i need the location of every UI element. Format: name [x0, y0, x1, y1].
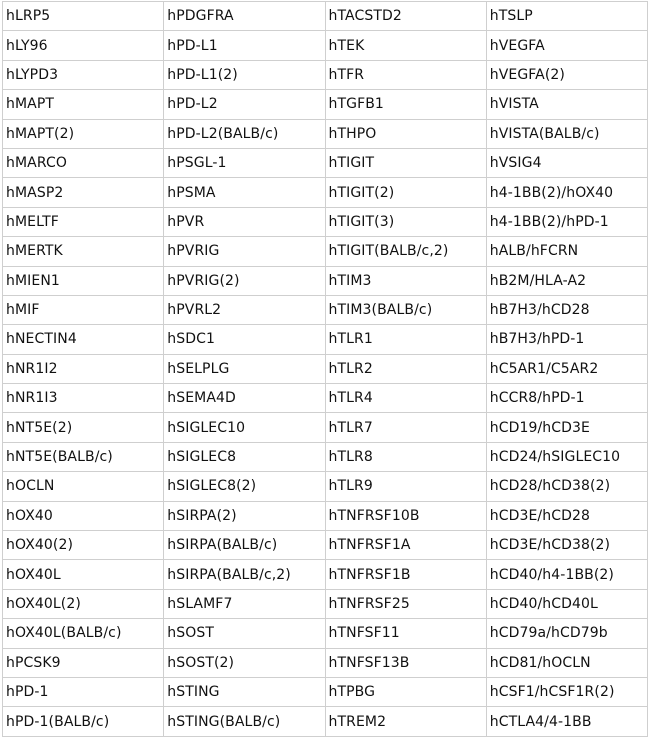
table-cell: hMARCO	[3, 148, 164, 177]
table-cell: hOX40(2)	[3, 531, 164, 560]
table-cell: hTGFB1	[325, 90, 486, 119]
table-cell: h4-1BB(2)/hOX40	[486, 178, 647, 207]
table-row	[3, 2, 648, 31]
table-row	[3, 90, 648, 119]
table-cell: hSLAMF7	[164, 589, 325, 618]
table-cell: hTNFRSF1A	[325, 531, 486, 560]
table-cell: hVEGFA(2)	[486, 60, 647, 89]
table-cell: hOX40L	[3, 560, 164, 589]
table-cell: hMAPT(2)	[3, 119, 164, 148]
table-cell: hTNFSF11	[325, 619, 486, 648]
table-cell: hTSLP	[486, 2, 647, 31]
table-cell: hPD-1	[3, 677, 164, 706]
table-cell: h4-1BB(2)/hPD-1	[486, 207, 647, 236]
table-body	[3, 2, 648, 737]
table-cell: hVISTA(BALB/c)	[486, 119, 647, 148]
table-cell: hCSF1/hCSF1R(2)	[486, 677, 647, 706]
table-row	[3, 60, 648, 89]
table-cell: hSDC1	[164, 325, 325, 354]
table-cell: hTIGIT(2)	[325, 178, 486, 207]
table-cell: hPD-L2(BALB/c)	[164, 119, 325, 148]
table-cell: hPCSK9	[3, 648, 164, 677]
table-row	[3, 354, 648, 383]
table-cell: hMIF	[3, 295, 164, 324]
table-cell: hPDGFRA	[164, 2, 325, 31]
table-cell: hTIM3(BALB/c)	[325, 295, 486, 324]
table-cell: hTNFRSF1B	[325, 560, 486, 589]
table-cell: hCD24/hSIGLEC10	[486, 442, 647, 471]
table-row	[3, 237, 648, 266]
table-cell: hMERTK	[3, 237, 164, 266]
table-cell: hLYPD3	[3, 60, 164, 89]
table-cell: hOX40	[3, 501, 164, 530]
table-cell: hVISTA	[486, 90, 647, 119]
table-row	[3, 531, 648, 560]
table-cell: hPD-L1	[164, 31, 325, 60]
table-cell: hTNFRSF10B	[325, 501, 486, 530]
table-cell: hCD40/hCD40L	[486, 589, 647, 618]
table-cell: hTPBG	[325, 677, 486, 706]
table-cell: hMELTF	[3, 207, 164, 236]
table-cell: hTIM3	[325, 266, 486, 295]
table-cell: hVSIG4	[486, 148, 647, 177]
table-row	[3, 295, 648, 324]
table-row	[3, 677, 648, 706]
table-cell: hCD79a/hCD79b	[486, 619, 647, 648]
table-cell: hCD3E/hCD38(2)	[486, 531, 647, 560]
table-cell: hB7H3/hCD28	[486, 295, 647, 324]
table-row	[3, 619, 648, 648]
table-cell: hSOST	[164, 619, 325, 648]
table-row	[3, 589, 648, 618]
table-cell: hTIGIT	[325, 148, 486, 177]
table-cell: hC5AR1/C5AR2	[486, 354, 647, 383]
table-cell: hCD19/hCD3E	[486, 413, 647, 442]
table-cell: hTFR	[325, 60, 486, 89]
table-row	[3, 442, 648, 471]
table-row	[3, 707, 648, 736]
table-row	[3, 178, 648, 207]
table-cell: hSELPLG	[164, 354, 325, 383]
table-cell: hOCLN	[3, 472, 164, 501]
table-cell: hMIEN1	[3, 266, 164, 295]
table-cell: hVEGFA	[486, 31, 647, 60]
table-cell: hSIRPA(BALB/c)	[164, 531, 325, 560]
table-cell: hTHPO	[325, 119, 486, 148]
table-cell: hPVRIG(2)	[164, 266, 325, 295]
table-cell: hPVRL2	[164, 295, 325, 324]
table-cell: hPD-L2	[164, 90, 325, 119]
table-cell: hNT5E(2)	[3, 413, 164, 442]
table-cell: hNECTIN4	[3, 325, 164, 354]
table-cell: hPD-L1(2)	[164, 60, 325, 89]
table-cell: hLRP5	[3, 2, 164, 31]
table-row	[3, 207, 648, 236]
table-row	[3, 266, 648, 295]
table-cell: hSEMA4D	[164, 384, 325, 413]
table-cell: hPVR	[164, 207, 325, 236]
table-cell: hTLR4	[325, 384, 486, 413]
table-cell: hTNFSF13B	[325, 648, 486, 677]
table-cell: hB2M/HLA-A2	[486, 266, 647, 295]
table-cell: hTLR2	[325, 354, 486, 383]
table-cell: hSOST(2)	[164, 648, 325, 677]
table-cell: hPVRIG	[164, 237, 325, 266]
table-cell: hB7H3/hPD-1	[486, 325, 647, 354]
table-cell: hSIGLEC10	[164, 413, 325, 442]
table-cell: hMAPT	[3, 90, 164, 119]
table-cell: hTEK	[325, 31, 486, 60]
table-cell: hOX40L(2)	[3, 589, 164, 618]
table-cell: hCD3E/hCD28	[486, 501, 647, 530]
table-cell: hSTING(BALB/c)	[164, 707, 325, 736]
table-cell: hSTING	[164, 677, 325, 706]
table-cell: hPSMA	[164, 178, 325, 207]
table-cell: hTLR8	[325, 442, 486, 471]
table-cell: hNR1I3	[3, 384, 164, 413]
table-row	[3, 560, 648, 589]
table-cell: hNT5E(BALB/c)	[3, 442, 164, 471]
table-cell: hTREM2	[325, 707, 486, 736]
table-cell: hTNFRSF25	[325, 589, 486, 618]
table-cell: hLY96	[3, 31, 164, 60]
table-cell: hCD28/hCD38(2)	[486, 472, 647, 501]
table-row	[3, 31, 648, 60]
table-row	[3, 325, 648, 354]
table-cell: hTIGIT(BALB/c,2)	[325, 237, 486, 266]
table-row	[3, 648, 648, 677]
table-cell: hTACSTD2	[325, 2, 486, 31]
table-cell: hTIGIT(3)	[325, 207, 486, 236]
table-row	[3, 413, 648, 442]
table-cell: hPD-1(BALB/c)	[3, 707, 164, 736]
table-cell: hSIGLEC8	[164, 442, 325, 471]
table-cell: hNR1I2	[3, 354, 164, 383]
table-row	[3, 501, 648, 530]
table-cell: hTLR1	[325, 325, 486, 354]
table-cell: hCD40/h4-1BB(2)	[486, 560, 647, 589]
table-row	[3, 472, 648, 501]
table-cell: hALB/hFCRN	[486, 237, 647, 266]
table-cell: hSIGLEC8(2)	[164, 472, 325, 501]
table-row	[3, 119, 648, 148]
table-cell: hSIRPA(2)	[164, 501, 325, 530]
table-cell: hSIRPA(BALB/c,2)	[164, 560, 325, 589]
table-cell: hTLR7	[325, 413, 486, 442]
table-cell: hCD81/hOCLN	[486, 648, 647, 677]
table-row	[3, 148, 648, 177]
table-cell: hCTLA4/4-1BB	[486, 707, 647, 736]
table-row	[3, 384, 648, 413]
table-cell: hTLR9	[325, 472, 486, 501]
table-cell: hOX40L(BALB/c)	[3, 619, 164, 648]
table-cell: hMASP2	[3, 178, 164, 207]
gene-model-table	[2, 1, 648, 737]
table-cell: hCCR8/hPD-1	[486, 384, 647, 413]
table-cell: hPSGL-1	[164, 148, 325, 177]
